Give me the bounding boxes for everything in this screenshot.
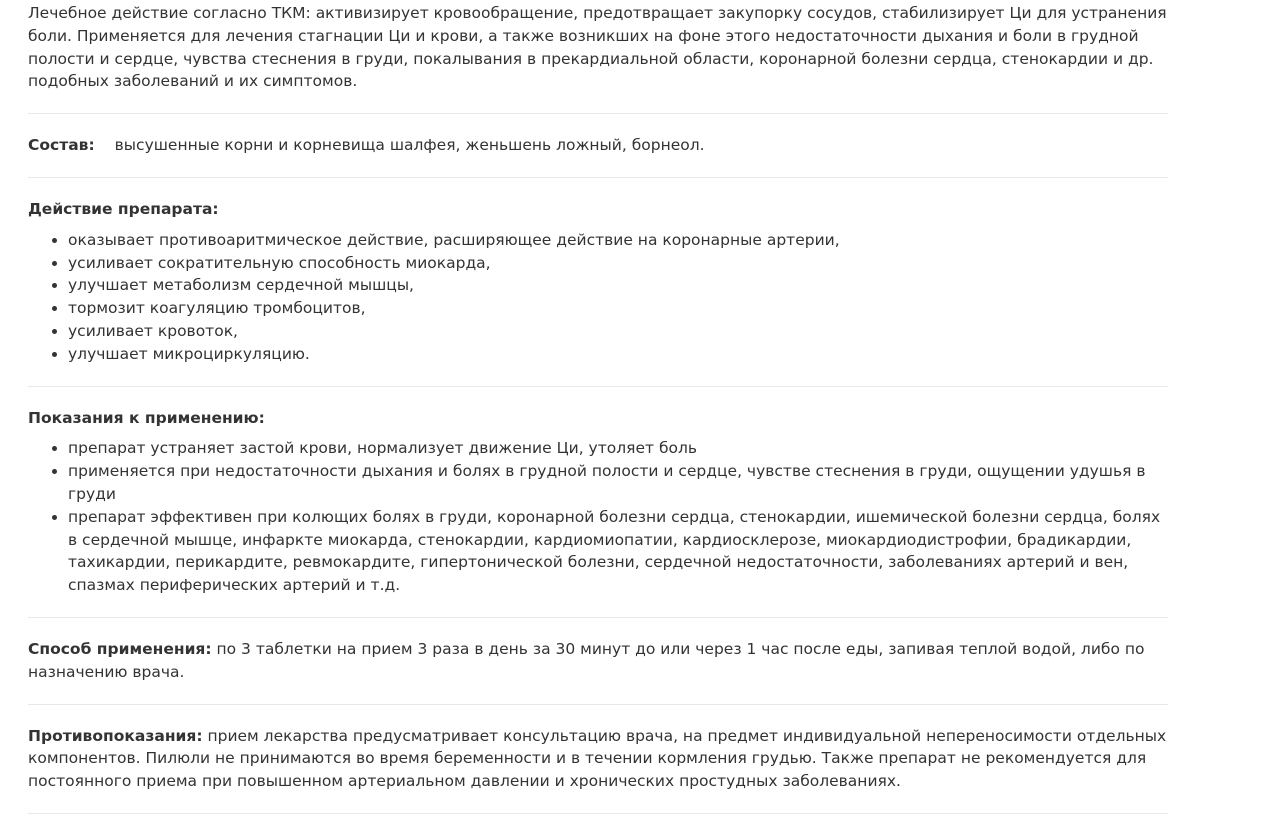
- usage-text: по 3 таблетки на прием 3 раза в день за 30 минут до или через 1 час после еды, запивая теплой водой, либо по назначению врача.: [28, 639, 1145, 681]
- list-item: • применяется при недостаточности дыхания и болях в грудной полости и сердце, чувстве стеснения в груди, ощущении удушья в груди: [68, 460, 1168, 506]
- usage-paragraph: [28, 638, 1168, 684]
- action-list: [28, 229, 1168, 366]
- intro-section: [28, 2, 1168, 114]
- indications-heading: Показания к применению:: [28, 408, 265, 427]
- composition-label: Состав:: [28, 136, 95, 155]
- list-item: • оказывает противоаритмическое действие, расширяющее действие на коронарные артерии,: [68, 229, 1168, 252]
- usage-label: Способ применения:: [28, 639, 212, 658]
- list-item: • усиливает сократительную способность миокарда,: [68, 252, 1168, 275]
- intro-text: Лечебное действие согласно ТКМ: активизирует кровообращение, предотвращает закупорку сосудов, стабилизирует Ци для устранения боли. Применяется для лечения стагнации Ци и крови, а также возникших на фоне этого недостаточности дыхания и боли в грудной полости и сердце, чувства стеснения в груди, покалывания в прекардиальной области, коронарной болезни сердца, стенокардии и др. подобных заболеваний и их симптомов.: [28, 4, 1167, 91]
- contraindications-paragraph: [28, 725, 1168, 793]
- list-item: • улучшает метаболизм сердечной мышцы,: [68, 274, 1168, 297]
- list-item: • препарат эффективен при колющих болях в груди, коронарной болезни сердца, стенокардии, ишемической болезни сердца, болях в сердечной мышце, инфаркте миокарда, стенокардии, кардиомиопатии, кардиосклерозе, миокардиодистрофии, брадикардии, тахикардии, перикардите, ревмокардите, гипертонической болезни, сердечной недостаточности, заболеваниях артерий и вен, спазмах периферических артерий и т.д.: [68, 506, 1168, 597]
- usage-section: [28, 618, 1168, 705]
- action-section: [28, 178, 1168, 387]
- contraindications-label: Противопоказания:: [28, 726, 203, 745]
- contraindications-text: прием лекарства предусматривает консультацию врача, на предмет индивидуальной непереносимости отдельных компонентов. Пилюли не принимаются во время беременности и в течении кормления грудью. Также препарат не рекомендуется для постоянного приема при повышенном артериальном давлении и хронических простудных заболеваниях.: [28, 726, 1167, 791]
- action-heading: Действие препарата:: [28, 199, 219, 218]
- indications-list: [28, 437, 1168, 597]
- list-item: • тормозит коагуляцию тромбоцитов,: [68, 297, 1168, 320]
- composition-section: [28, 114, 1168, 178]
- contraindications-section: [28, 705, 1168, 814]
- composition-paragraph: [28, 134, 1168, 157]
- indications-section: [28, 387, 1168, 618]
- list-item: • усиливает кровоток,: [68, 320, 1168, 343]
- product-description: [28, 0, 1168, 814]
- composition-text: высушенные корни и корневища шалфея, женьшень ложный, борнеол.: [114, 136, 705, 155]
- list-item: • улучшает микроциркуляцию.: [68, 343, 1168, 366]
- list-item: • препарат устраняет застой крови, нормализует движение Ци, утоляет боль: [68, 437, 1168, 460]
